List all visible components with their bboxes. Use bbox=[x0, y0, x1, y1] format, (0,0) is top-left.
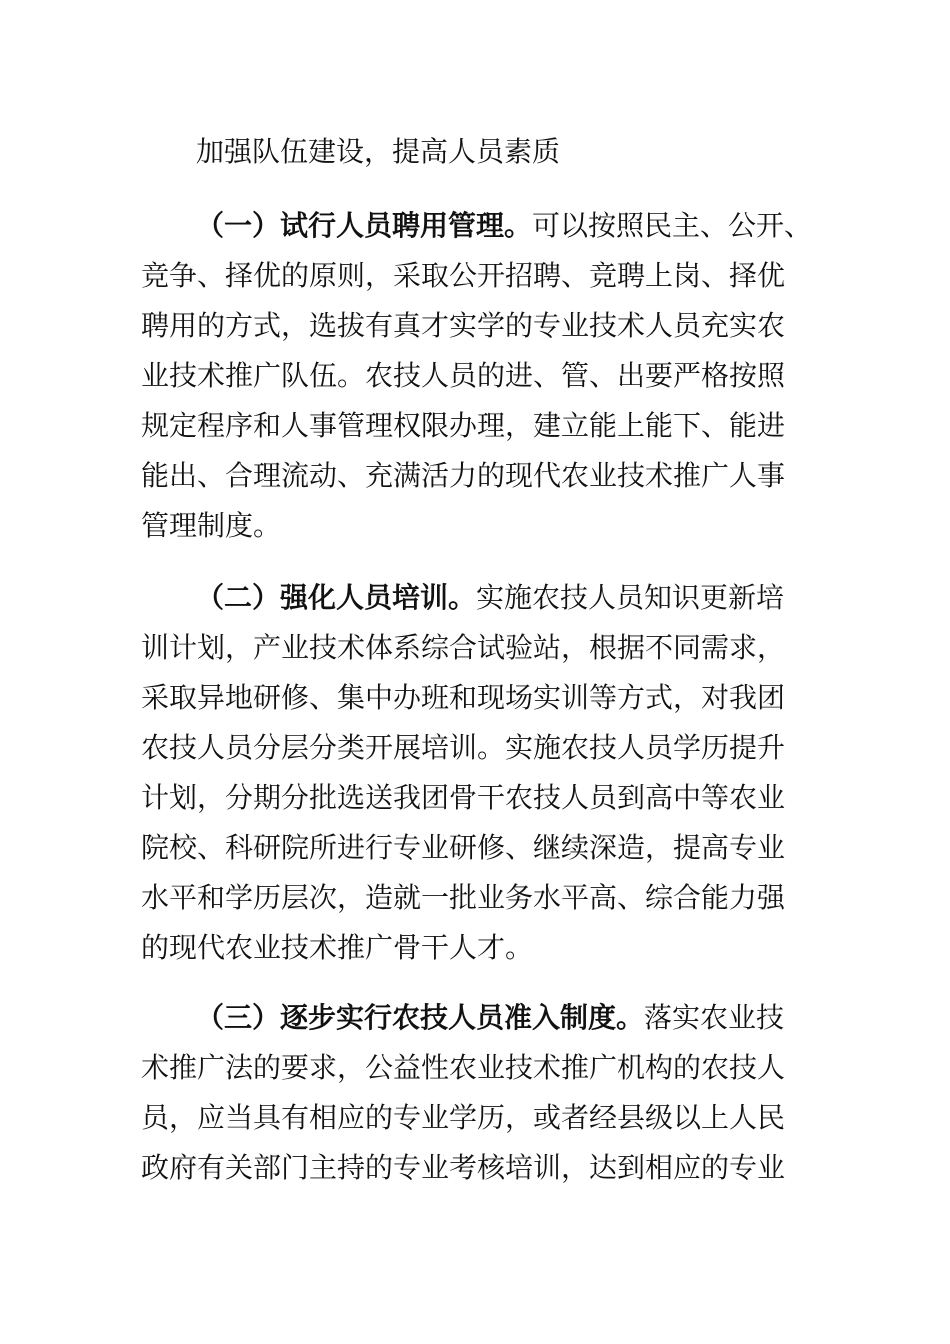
section-3-line: 落实农业技 bbox=[644, 1001, 785, 1034]
section-2-line: 采取异地研修、集中办班和现场实训等方式，对我团 bbox=[141, 681, 786, 714]
section-3-title: （三）逐步实行农技人员准入制度。 bbox=[196, 1001, 645, 1034]
section-2-title: （二）强化人员培训。 bbox=[196, 581, 477, 614]
document-heading: 加强队伍建设，提高人员素质 bbox=[196, 135, 561, 168]
section-1-line: 能出、合理流动、充满活力的现代农业技术推广人事 bbox=[141, 459, 786, 492]
section-3-line: 术推广法的要求，公益性农业技术推广机构的农技人 bbox=[141, 1051, 786, 1084]
section-2-line: 实施农技人员知识更新培 bbox=[476, 581, 785, 614]
section-1-title: （一）试行人员聘用管理。 bbox=[196, 209, 533, 242]
section-3-line: 政府有关部门主持的专业考核培训，达到相应的专业 bbox=[141, 1151, 786, 1184]
section-2-line: 农技人员分层分类开展培训。实施农技人员学历提升 bbox=[141, 731, 786, 764]
section-2-line: 计划，分期分批选送我团骨干农技人员到高中等农业 bbox=[141, 781, 786, 814]
section-2-line: 训计划，产业技术体系综合试验站，根据不同需求， bbox=[141, 631, 786, 664]
section-1-line: 管理制度。 bbox=[141, 509, 282, 542]
section-2-line: 水平和学历层次，造就一批业务水平高、综合能力强 bbox=[141, 881, 786, 914]
section-3-line: 员，应当具有相应的专业学历，或者经县级以上人民 bbox=[141, 1101, 786, 1134]
section-1-line: 聘用的方式，选拔有真才实学的专业技术人员充实农 bbox=[141, 309, 786, 342]
section-2-line: 院校、科研院所进行专业研修、继续深造，提高专业 bbox=[141, 831, 786, 864]
section-1-line: 竞争、择优的原则，采取公开招聘、竞聘上岗、择优 bbox=[141, 259, 786, 292]
section-2-first-line bbox=[196, 578, 784, 618]
section-1-line: 可以按照民主、公开、 bbox=[532, 209, 813, 242]
section-2-line: 的现代农业技术推广骨干人才。 bbox=[141, 931, 534, 964]
section-1-line: 规定程序和人事管理权限办理，建立能上能下、能进 bbox=[141, 409, 786, 442]
section-1-line: 业技术推广队伍。农技人员的进、管、出要严格按照 bbox=[141, 359, 786, 392]
section-1-first-line bbox=[196, 206, 812, 246]
section-3-first-line bbox=[196, 998, 784, 1038]
